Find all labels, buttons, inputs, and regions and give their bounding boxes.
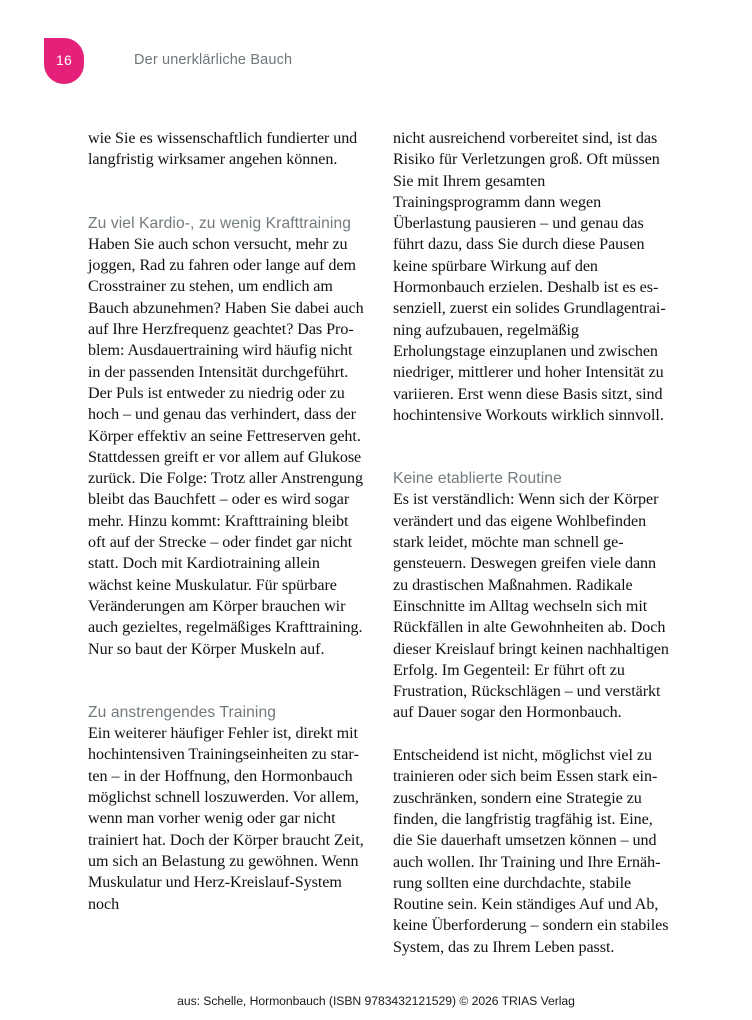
column-right xyxy=(393,128,671,958)
section-heading-anstrengendes-training: Zu anstrengendes Training xyxy=(88,703,277,721)
heading-block xyxy=(393,468,671,489)
paragraph: Es ist verständlich: Wenn sich der Körper verändert und das eigene Wohlbefinden stark leidet, möchte man schnell gegensteuern. Deswegen greifen viele dann zu drastischen Maßnahmen. Radikale Einschnitte im Alltag wechseln sich mit Rückfällen in alte Gewohnheiten ab. Doch dieser Kreislauf bringt keinen nachhaltigen Erfolg. Im Gegenteil: Er führt oft zu Frustration, Rückschlägen – und verstärkt auf Dauer sogar den Hormonbauch. xyxy=(393,491,669,722)
chapter-title: Der unerklärliche Bauch xyxy=(134,52,293,68)
heading-block xyxy=(88,702,366,723)
section-heading-kardio: Zu viel Kardio-, zu wenig Krafttraining xyxy=(88,214,352,232)
paragraph: wie Sie es wissenschaftlich fundierter und langfristig wirksamer angehen können. xyxy=(88,130,358,169)
column-left xyxy=(88,128,366,915)
running-head xyxy=(44,38,292,84)
footer-credit: aus: Schelle, Hormonbauch (ISBN 9783432121529) © 2026 TRIAS Verlag xyxy=(177,994,575,1008)
section-heading-keine-etablierte-routine: Keine etablierte Routine xyxy=(393,470,562,488)
heading-block xyxy=(88,213,366,234)
paragraph: Haben Sie auch schon versucht, mehr zu joggen, Rad zu fahren oder lange auf dem Crosstrainer zu stehen, um endlich am Bauch abzunehmen? Haben Sie dabei auch auf Ihre Herzfrequenz geachtet? Das Problem: Ausdauertraining wird häufig nicht in der passenden Intensität durchgeführt. Der Puls ist entweder zu niedrig oder zu hoch – und genau das verhindert, dass der Körper effektiv an seine Fettreserven geht. Stattdessen greift er vor allem auf Glukose zurück. Die Folge: Trotz aller Anstrengung bleibt das Bauchfett – oder es wird sogar mehr. Hinzu kommt: Krafttraining bleibt oft auf der Strecke – oder findet gar nicht statt. Doch mit Kardiotraining allein wächst keine Muskulatur. Für spürbare Veränderungen am Körper brauchen wir auch gezieltes, regelmäßiges Krafttraining. Nur so baut der Körper Muskeln auf. xyxy=(88,235,364,658)
page-number-badge: 16 xyxy=(44,38,84,84)
paragraph: nicht ausreichend vorbereitet sind, ist das Risiko für Verletzungen groß. Oft müssen Sie mit Ihrem gesamten Trainingsprogramm dann wegen Überlastung pausieren – und genau das führt dazu, dass Sie durch diese Pausen keine spürbare Wirkung auf den Hormonbauch erzielen. Deshalb ist es essenziell, zuerst ein solides Grundlagentraining aufzubauen, regelmäßig Erholungstage einzuplanen und zwischen niedriger, mittlerer und hoher Intensität zu variieren. Erst wenn diese Basis sitzt, sind hochintensive Workouts wirklich sinnvoll. xyxy=(393,130,666,424)
paragraph: Entscheidend ist nicht, möglichst viel zu trainieren oder sich beim Essen stark einzuschränken, sondern eine Strategie zu finden, die langfristig tragfähig ist. Eine, die Sie dauerhaft umsetzen können – und auch wollen. Ihr Training und Ihre Ernährung sollten eine durchdachte, stabile Routine sein. Kein ständiges Auf und Ab, keine Überforderung – sondern ein stabiles System, das zu Ihrem Leben passt. xyxy=(393,747,669,956)
paragraph: Ein weiterer häufiger Fehler ist, direkt mit hochintensiven Trainingseinheiten zu starten – in der Hoffnung, den Hormonbauch möglichst schnell loszuwerden. Vor allem, wenn man vorher wenig oder gar nicht trainiert hat. Doch der Körper braucht Zeit, um sich an Belastung zu gewöhnen. Wenn Muskulatur und Herz-Kreislauf-System noch xyxy=(88,725,364,913)
text-columns xyxy=(88,128,669,956)
